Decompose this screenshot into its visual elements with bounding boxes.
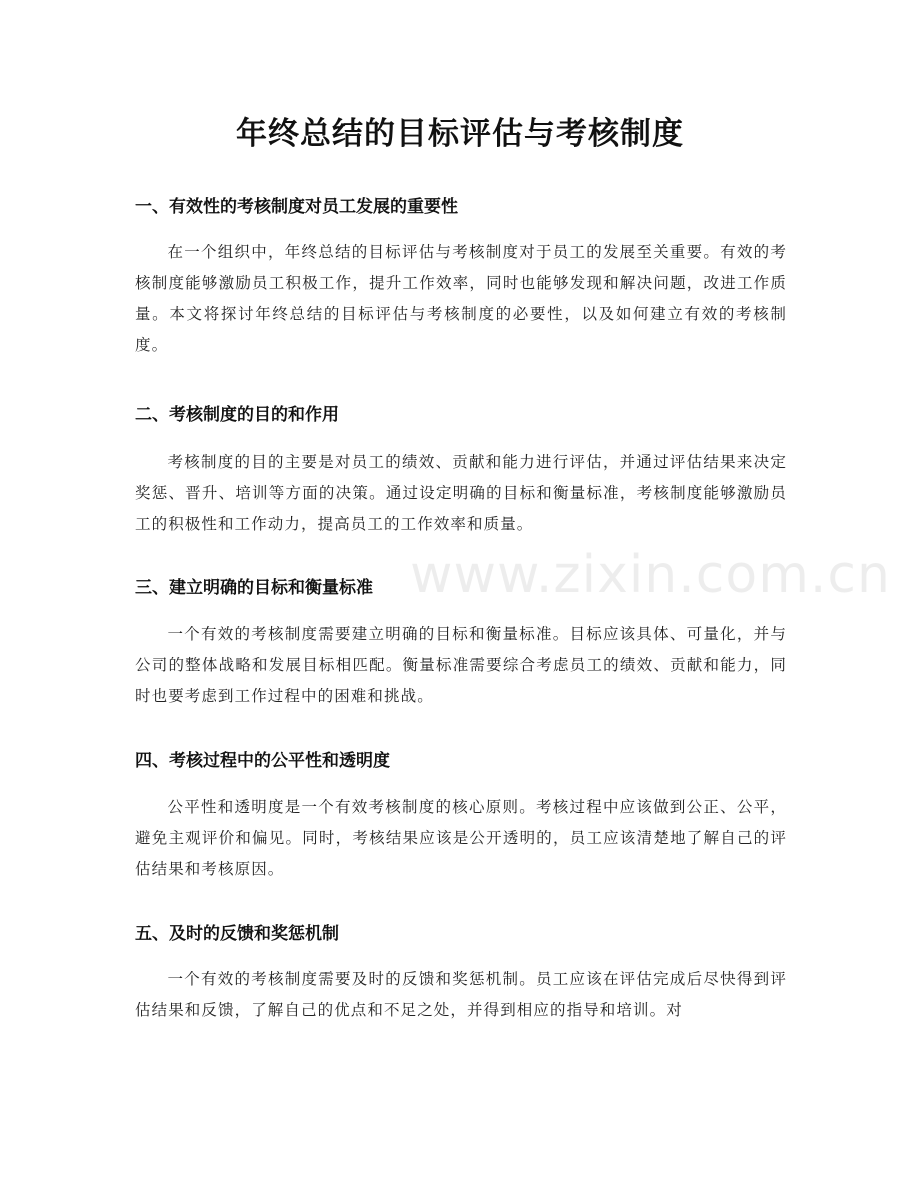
section-3-heading: 三、建立明确的目标和衡量标准 (135, 578, 373, 598)
section-1-paragraph: 在一个组织中，年终总结的目标评估与考核制度对于员工的发展至关重要。有效的考核制度能够激励员工积极工作，提升工作效率，同时也能够发现和解决问题，改进工作质量。本文将探讨年终总结的目标评估与考核制度的必要性，以及如何建立有效的考核制度。 (135, 243, 787, 354)
section-2-heading: 二、考核制度的目的和作用 (135, 405, 339, 425)
section-3-paragraph: 一个有效的考核制度需要建立明确的目标和衡量标准。目标应该具体、可量化，并与公司的整体战略和发展目标相匹配。衡量标准需要综合考虑员工的绩效、贡献和能力，同时也要考虑到工作过程中的困难和挑战。 (135, 625, 787, 705)
section-1-heading: 一、有效性的考核制度对员工发展的重要性 (135, 197, 458, 217)
section-4-heading: 四、考核过程中的公平性和透明度 (135, 751, 390, 771)
section-2-paragraph: 考核制度的目的主要是对员工的绩效、贡献和能力进行评估，并通过评估结果来决定奖惩、晋升、培训等方面的决策。通过设定明确的目标和衡量标准，考核制度能够激励员工的积极性和工作动力，提高员工的工作效率和质量。 (135, 453, 787, 533)
section-5-paragraph: 一个有效的考核制度需要及时的反馈和奖惩机制。员工应该在评估完成后尽快得到评估结果和反馈，了解自己的优点和不足之处，并得到相应的指导和培训。对 (135, 970, 787, 1019)
document-title: 年终总结的目标评估与考核制度 (236, 116, 684, 152)
section-4-paragraph: 公平性和透明度是一个有效考核制度的核心原则。考核过程中应该做到公正、公平，避免主观评价和偏见。同时，考核结果应该是公开透明的，员工应该清楚地了解自己的评估结果和考核原因。 (135, 798, 787, 878)
section-5-heading: 五、及时的反馈和奖惩机制 (135, 924, 339, 944)
watermark-text: www.zixin.com.cn (410, 545, 891, 605)
